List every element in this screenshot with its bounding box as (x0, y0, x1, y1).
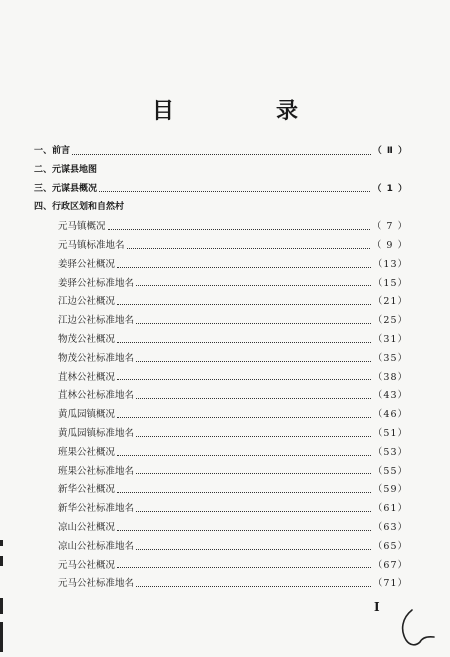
toc-page-number: （65） (372, 540, 408, 552)
toc-entry[interactable] (34, 312, 408, 331)
leader-dots (136, 361, 371, 362)
toc-entry-label: 物茂公社标准地名 (58, 352, 135, 364)
toc-page-number: （ 1 ） (372, 183, 408, 194)
toc-page-number: （ 7 ） (371, 221, 408, 233)
toc-entry-label: 班果公社标准地名 (58, 465, 135, 477)
toc-entry-label: 物茂公社概况 (58, 333, 116, 345)
toc-entry[interactable] (34, 425, 408, 444)
toc-page-number: （21） (372, 296, 408, 308)
handwritten-signature (398, 606, 438, 651)
leader-dots (117, 417, 371, 418)
toc-page-number: （ 9 ） (371, 239, 408, 251)
page-title: 目 录 (151, 98, 338, 124)
toc-entry[interactable] (34, 275, 408, 294)
leader-dots (136, 549, 371, 550)
toc-entry-label: 班果公社概况 (58, 446, 116, 458)
toc-section-divisions[interactable] (34, 199, 408, 218)
toc-page-number: （67） (372, 559, 408, 571)
toc-entry[interactable] (34, 256, 408, 275)
toc-entry[interactable] (34, 575, 408, 594)
toc-entry[interactable] (34, 237, 408, 256)
leader-dots (127, 248, 370, 249)
toc-entry[interactable] (34, 218, 408, 237)
toc-entry-label: 姜驿公社概况 (58, 258, 116, 270)
toc-entry-label: 凉山公社概况 (58, 521, 116, 533)
toc-entry-label: 元马镇概况 (58, 221, 106, 233)
table-of-contents (34, 143, 408, 594)
toc-page-number: （46） (372, 409, 408, 421)
toc-section-label: 二、元谋县地图 (34, 164, 98, 175)
toc-entry[interactable] (34, 293, 408, 312)
toc-entry[interactable] (34, 519, 408, 538)
toc-entry[interactable] (34, 557, 408, 576)
toc-page-number: （ Ⅱ ） (372, 146, 408, 156)
toc-entry[interactable] (34, 481, 408, 500)
toc-entry[interactable] (34, 331, 408, 350)
leader-dots (136, 511, 371, 512)
leader-dots (117, 379, 371, 380)
toc-section-label: 四、行政区划和自然村 (34, 202, 125, 213)
toc-entry[interactable] (34, 500, 408, 519)
leader-dots (136, 285, 371, 286)
page-folio: I (374, 600, 380, 614)
toc-page-number: （53） (372, 446, 408, 458)
toc-page-number: （71） (372, 578, 408, 590)
toc-entry-label: 元马公社标准地名 (58, 578, 135, 590)
toc-section-overview[interactable] (34, 181, 408, 200)
leader-dots (117, 530, 371, 531)
leader-dots (72, 154, 371, 155)
leader-dots (108, 229, 370, 230)
toc-page-number: （25） (372, 315, 408, 327)
toc-entry-label: 江边公社概况 (58, 296, 116, 308)
leader-dots (117, 455, 371, 456)
toc-entry-label: 新华公社概况 (58, 484, 116, 496)
toc-page-number: （51） (372, 427, 408, 439)
toc-page-number: （35） (372, 352, 408, 364)
toc-entry-label: 江边公社标准地名 (58, 315, 135, 327)
toc-entry-label: 新华公社标准地名 (58, 503, 135, 515)
toc-entry[interactable] (34, 387, 408, 406)
leader-dots (136, 398, 371, 399)
toc-section-preface[interactable] (34, 143, 408, 162)
toc-page-number: （55） (372, 465, 408, 477)
scan-edge-mark (0, 540, 3, 546)
toc-section-map[interactable] (34, 162, 408, 181)
leader-dots (117, 304, 371, 305)
toc-entry[interactable] (34, 463, 408, 482)
toc-page-number: （13） (372, 258, 408, 270)
scan-edge-mark (0, 556, 3, 566)
toc-entry[interactable] (34, 350, 408, 369)
toc-entry-label: 元马公社概况 (58, 559, 116, 571)
leader-dots (136, 473, 371, 474)
leader-dots (117, 492, 371, 493)
toc-entry[interactable] (34, 538, 408, 557)
toc-entry-label: 姜驿公社标准地名 (58, 277, 135, 289)
toc-page-number: （38） (372, 371, 408, 383)
leader-dots (117, 342, 371, 343)
toc-page-number: （31） (372, 333, 408, 345)
toc-page-number: （43） (372, 390, 408, 402)
leader-dots (117, 267, 371, 268)
toc-page-number: （61） (372, 503, 408, 515)
toc-entry-label: 苴林公社标准地名 (58, 390, 135, 402)
toc-section-label: 三、元谋县概况 (34, 183, 98, 194)
toc-entry-label: 黄瓜园镇概况 (58, 409, 116, 421)
leader-dots (136, 586, 371, 587)
toc-entry[interactable] (34, 406, 408, 425)
scan-edge-mark (0, 622, 3, 652)
leader-dots (99, 191, 370, 192)
toc-page-number: （15） (372, 277, 408, 289)
toc-entry[interactable] (34, 369, 408, 388)
toc-entry-label: 凉山公社标准地名 (58, 540, 135, 552)
leader-dots (117, 567, 371, 568)
toc-entry-label: 元马镇标准地名 (58, 239, 125, 251)
toc-entry-label: 黄瓜园镇标准地名 (58, 427, 135, 439)
toc-entry[interactable] (34, 444, 408, 463)
toc-section-label: 一、前言 (34, 146, 71, 156)
leader-dots (136, 323, 371, 324)
toc-entry-label: 苴林公社概况 (58, 371, 116, 383)
scan-edge-mark (0, 598, 3, 614)
toc-page-number: （63） (372, 521, 408, 533)
leader-dots (136, 436, 371, 437)
toc-page-number: （59） (372, 484, 408, 496)
